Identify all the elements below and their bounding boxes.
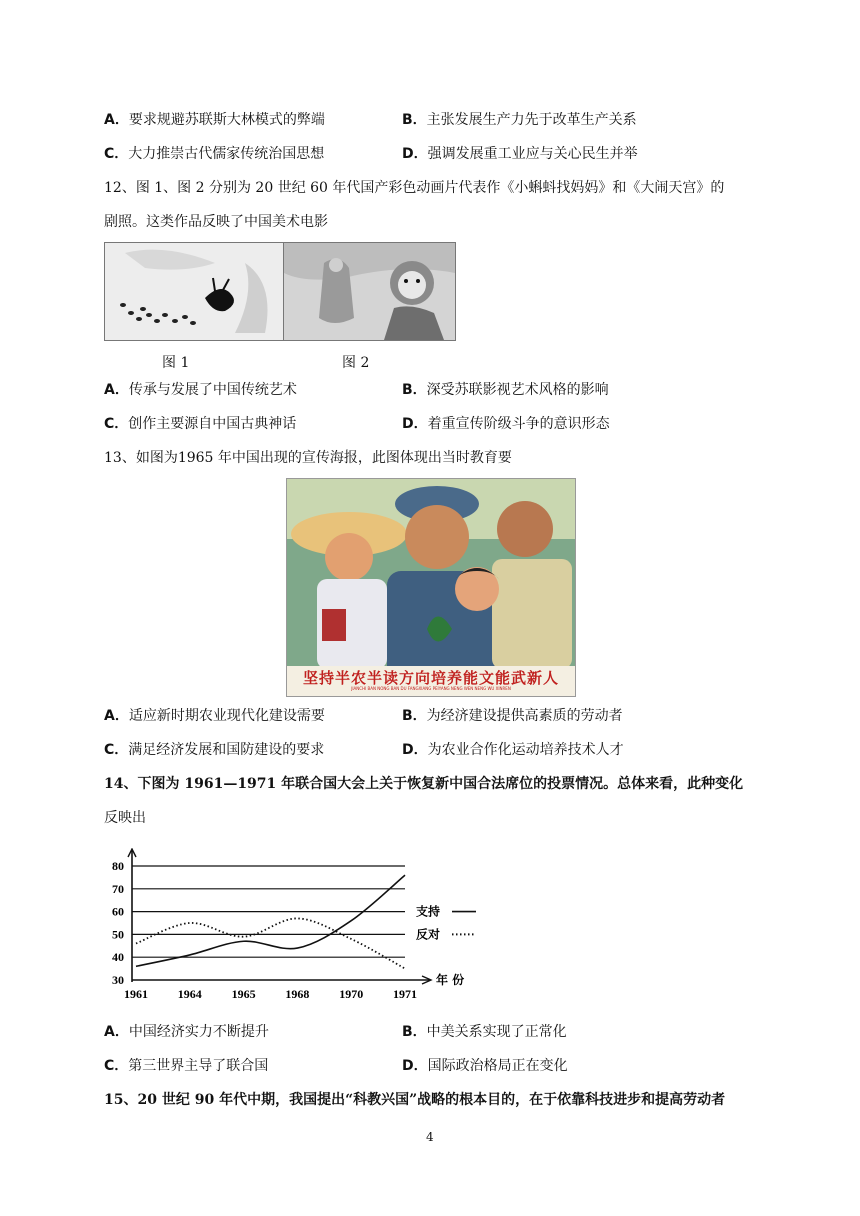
x-tick-label: 1971 (393, 987, 417, 1001)
q12-option-a: A．传承与发展了中国传统艺术 (104, 382, 297, 398)
q11-option-b: B．主张发展生产力先于改革生产关系 (402, 112, 637, 128)
un-vote-chart (100, 848, 490, 1008)
series-line-oppose (136, 918, 405, 968)
q11-option-c: C．大力推崇古代儒家传统治国思想 (104, 146, 325, 162)
x-tick-label: 1970 (339, 987, 364, 1001)
q11-option-a: A．要求规避苏联斯大林模式的弊端 (104, 112, 325, 128)
poster-slogan: 坚持半农半读方向培养能文能武新人 (302, 669, 559, 687)
q13-option-a: A．适应新时期农业现代化建设需要 (104, 708, 325, 724)
x-tick-label: 1968 (285, 987, 310, 1001)
legend-label: 支持 (416, 904, 441, 919)
y-tick-label: 70 (112, 881, 124, 896)
page-number: 4 (426, 1130, 434, 1144)
q12-option-b: B．深受苏联影视艺术风格的影响 (402, 382, 609, 398)
y-tick-label: 60 (112, 904, 124, 919)
y-tick-label: 30 (112, 973, 124, 987)
figure-1-tadpoles (104, 242, 285, 341)
y-tick-label: 80 (112, 859, 124, 873)
legend-label: 反对 (416, 927, 441, 942)
y-tick-label: 40 (112, 950, 124, 965)
figure-1-caption: 图 1 (162, 355, 190, 371)
q13-stem: 13、如图为1965 年中国出现的宣传海报，此图体现出当时教育要 (104, 450, 512, 466)
y-tick-label: 50 (112, 927, 124, 942)
poster-pinyin: JIANCHI BAN NONG BAN DU FANGXIANG PEIYANG NENG WEN NENG WU XINREN (351, 686, 511, 691)
q12-stem-line1: 12、图 1、图 2 分别为 20 世纪 60 年代国产彩色动画片代表作《小蝌蚪找妈妈》和《大闹天宫》的 (104, 180, 725, 196)
q11-option-d: D．强调发展重工业应与关心民生并举 (402, 146, 638, 162)
q14-stem-line2: 反映出 (104, 810, 146, 826)
figure-2-havoc-in-heaven (283, 242, 456, 341)
q14-option-a: A．中国经济实力不断提升 (104, 1024, 269, 1040)
q14-stem-line1: 14、下图为 1961—1971 年联合国大会上关于恢复新中国合法席位的投票情况。总体来看，此种变化 (104, 776, 744, 792)
q15-stem: 15、20 世纪 90 年代中期，我国提出“科教兴国”战略的根本目的，在于依靠科技进步和提高劳动者 (104, 1092, 726, 1108)
q13-option-b: B．为经济建设提供高素质的劳动者 (402, 708, 623, 724)
q14-option-c: C．第三世界主导了联合国 (104, 1058, 269, 1074)
q13-option-d: D．为农业合作化运动培养技术人才 (402, 742, 624, 758)
x-tick-label: 1961 (124, 987, 148, 1001)
q13-option-c: C．满足经济发展和国防建设的要求 (104, 742, 325, 758)
x-axis-label: 年 份 (436, 973, 465, 987)
x-tick-label: 1965 (231, 987, 256, 1001)
q14-option-b: B．中美关系实现了正常化 (402, 1024, 567, 1040)
q12-option-d: D．着重宣传阶级斗争的意识形态 (402, 416, 610, 432)
q14-option-d: D．国际政治格局正在变化 (402, 1058, 568, 1074)
figure-2-caption: 图 2 (342, 355, 370, 371)
x-tick-label: 1964 (177, 987, 202, 1001)
q12-option-c: C．创作主要源自中国古典神话 (104, 416, 297, 432)
q12-stem-line2: 剧照。这类作品反映了中国美术电影 (104, 214, 328, 230)
propaganda-poster (286, 478, 576, 697)
